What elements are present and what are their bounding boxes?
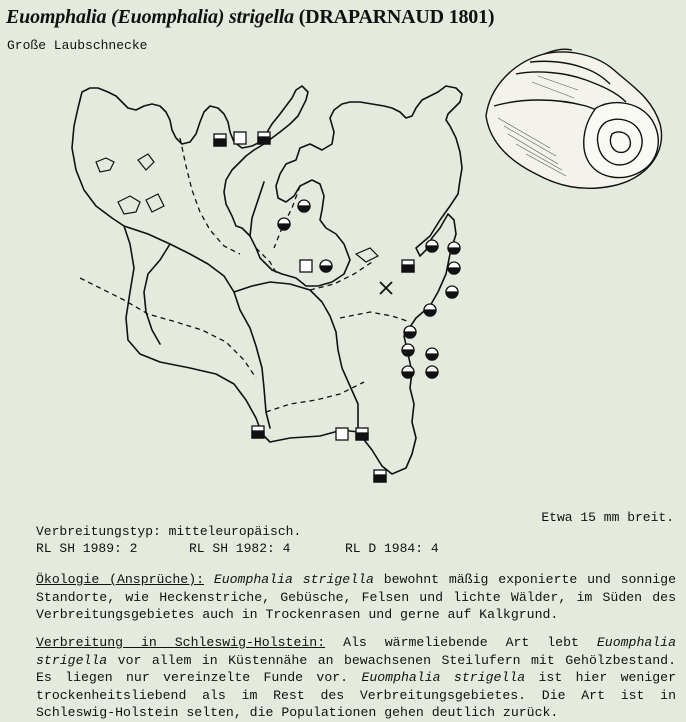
shell-size-caption: Etwa 15 mm breit. bbox=[541, 510, 674, 525]
map-marker-half-circle bbox=[404, 326, 416, 338]
ecology-paragraph bbox=[36, 571, 676, 624]
shell-illustration bbox=[446, 36, 672, 196]
map-boundary bbox=[124, 226, 270, 428]
map-boundary bbox=[234, 282, 358, 432]
species-ref: Euomphalia strigella bbox=[361, 670, 526, 686]
ecology-text: bewohnt mäßig exponierte und sonnige Standorte, wie Heckenstriche, Gebüsche, Felsen und lichte Wälder, im Süden des Verbreitungsgebietes auch in Trockenrasen und gerne auf Kalkgrund. bbox=[36, 572, 676, 623]
map-marker-half-circle bbox=[448, 242, 460, 254]
map-boundary bbox=[144, 244, 170, 344]
map-boundary bbox=[250, 182, 264, 236]
map-lake bbox=[356, 248, 378, 262]
map-lake bbox=[118, 196, 140, 214]
species-ref: Euomphalia strigella bbox=[213, 572, 374, 587]
red-list-sh-1982: RL SH 1982: 4 bbox=[189, 541, 291, 556]
species-author: (DRAPARNAUD 1801) bbox=[298, 6, 495, 28]
map-marker-half-circle bbox=[448, 262, 460, 274]
map-lake bbox=[96, 158, 114, 172]
common-name: Große Laubschnecke bbox=[7, 38, 148, 53]
map-marker-half-circle bbox=[426, 348, 438, 360]
map-district-line bbox=[180, 138, 240, 254]
map-lake bbox=[146, 194, 164, 212]
red-list-d-1984: RL D 1984: 4 bbox=[345, 541, 439, 556]
map-marker-half-circle bbox=[426, 240, 438, 252]
map-marker-filled-square bbox=[214, 134, 226, 146]
distribution-text-b: vor allem in Küstennähe an bewachsenen Steilufern mit Gehölzbestand. Es liegen nur vereinzelte Funde vor. bbox=[36, 652, 676, 686]
red-list-sh-1989: RL SH 1989: 2 bbox=[36, 541, 138, 556]
map-lake bbox=[138, 154, 154, 170]
map-marker-filled-square bbox=[258, 132, 270, 144]
map-marker-filled-square bbox=[252, 426, 264, 438]
species-name: Euomphalia (Euomphalia) strigella bbox=[6, 6, 294, 28]
map-marker-half-circle bbox=[426, 366, 438, 378]
species-ref: Euomphalia strigella bbox=[36, 635, 677, 668]
distribution-map bbox=[20, 78, 490, 498]
distribution-heading: Verbreitung in Schleswig-Holstein: bbox=[36, 635, 326, 650]
map-district-line bbox=[266, 382, 364, 412]
map-marker-half-circle bbox=[424, 304, 436, 316]
map-marker-half-circle bbox=[298, 200, 310, 212]
map-marker-filled-square bbox=[374, 470, 386, 482]
map-marker-filled-square bbox=[402, 260, 414, 272]
map-marker-open-square bbox=[300, 260, 312, 272]
map-marker-half-circle bbox=[402, 366, 414, 378]
page-title bbox=[6, 6, 494, 29]
ecology-heading: Ökologie (Ansprüche): bbox=[36, 572, 205, 587]
map-marker-half-circle bbox=[446, 286, 458, 298]
map-marker-open-square bbox=[336, 428, 348, 440]
distribution-text-c: ist hier weniger trockenheitsliebend als im Rest des Verbreitungsgebietes. Die Art ist in Schleswig-Holstein selten, die Populationen gehen deutlich zurück. bbox=[36, 670, 677, 721]
distribution-text-a: Als wärmeliebende Art lebt bbox=[343, 635, 579, 650]
map-marker-half-circle bbox=[278, 218, 290, 230]
map-marker-half-circle bbox=[402, 344, 414, 356]
distribution-type: Verbreitungstyp: mitteleuropäisch. bbox=[36, 524, 302, 539]
distribution-paragraph bbox=[36, 634, 676, 722]
map-marker-filled-square bbox=[356, 428, 368, 440]
map-district-line bbox=[340, 312, 410, 322]
map-marker-half-circle bbox=[320, 260, 332, 272]
map-marker-open-square bbox=[234, 132, 246, 144]
map-marker-cross bbox=[380, 282, 392, 294]
